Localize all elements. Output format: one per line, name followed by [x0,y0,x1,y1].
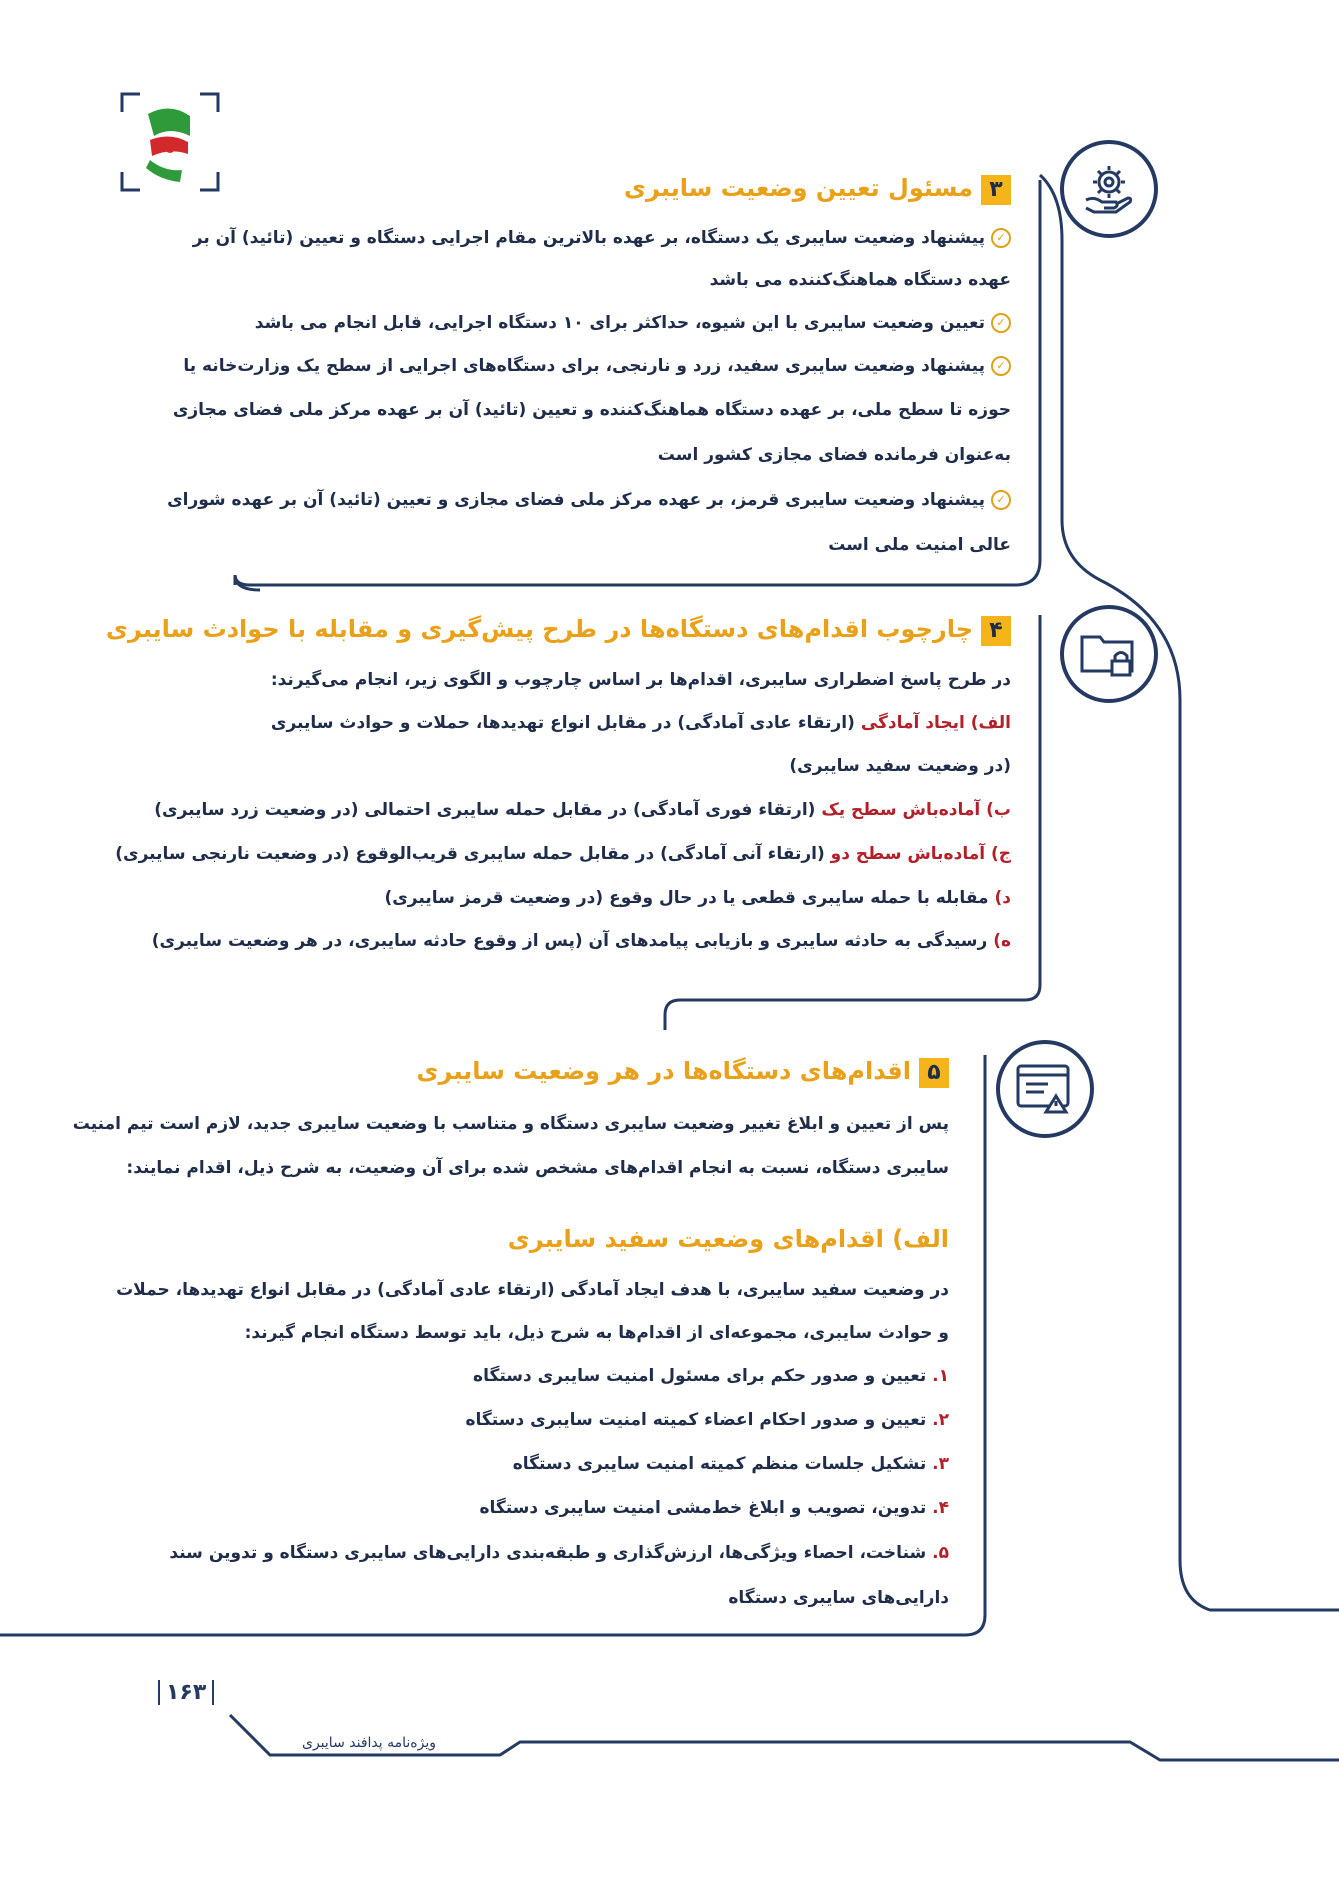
list-item [728,1585,949,1611]
text-line: به‌عنوان فرمانده فضای مجازی کشور است [657,445,1011,465]
section-3 [167,170,1011,570]
text-line: در وضعیت سفید سایبری، با هدف ایجاد آمادگی (ارتقاء عادی آمادگی) در مقابل انواع تهدیدها، حملات [116,1280,949,1300]
text-line: تعیین وضعیت سایبری با این شیوه، حداکثر برای ۱۰ دستگاه اجرایی، قابل انجام می باشد [254,313,985,333]
item-label: ه) [993,931,1011,951]
section-4-heading [106,615,1011,646]
item-text: (ارتقاء آنی آمادگی) در مقابل حمله سایبری قریب‌الوقوع (در وضعیت نارنجی سایبری) [115,844,831,864]
section-4-item [789,753,1011,779]
item-label: د) [994,888,1011,908]
folder-lock-icon-badge [1060,605,1158,703]
section-5-subtitle: الف) اقدام‌های وضعیت سفید سایبری [507,1225,949,1253]
text-line: سایبری دستگاه، نسبت به انجام اقدام‌های مشخص شده برای آن وضعیت، به شرح ذیل، اقدام نمایند: [126,1158,949,1178]
list-number: ۳. [932,1454,949,1474]
section-4-intro: در طرح پاسخ اضطراری سایبری، اقدام‌ها بر اساس چارچوب و الگوی زیر، انجام می‌گیرند: [270,670,1011,690]
list-item [513,1451,949,1477]
item-label: ب) آماده‌باش سطح یک [821,800,1011,820]
section-4-item [384,885,1011,911]
browser-warning-icon-badge [996,1040,1094,1138]
list-number: ۵. [932,1543,949,1563]
list-text: تدوین، تصویب و ابلاغ خط‌مشی امنیت سایبری دستگاه [479,1498,933,1518]
section-5-title: اقدام‌های دستگاه‌ها در هر وضعیت سایبری [416,1057,911,1085]
check-circle-icon: ✓ [991,356,1011,376]
item-label: ج) آماده‌باش سطح دو [830,844,1011,864]
list-number: ۲. [932,1410,949,1430]
page-number: ۱۶۳ [158,1680,214,1705]
gear-hand-icon-badge [1060,140,1158,238]
list-text: دارایی‌های سایبری دستگاه [728,1588,949,1608]
section-3-bullet-2 [255,310,1011,336]
check-circle-icon: ✓ [991,313,1011,333]
section-3-bullet-1 [193,225,1011,251]
section-4-item [115,841,1011,867]
section-3-number: ۳ [981,175,1011,205]
section-5-heading [417,1057,949,1088]
section-3-heading [624,174,1011,205]
text-line: عهده دستگاه هماهنگ‌کننده می باشد [709,270,1011,290]
list-text: تشکیل جلسات منظم کمیته امنیت سایبری دستگاه [512,1454,933,1474]
list-item [169,1540,949,1566]
list-text: تعیین و صدور حکم برای مسئول امنیت سایبری دستگاه [473,1366,933,1386]
list-item [479,1495,949,1521]
item-text: (ارتقاء عادی آمادگی) در مقابل انواع تهدیدها، حملات و حوادث سایبری [270,713,861,733]
section-4-item [271,710,1011,736]
item-label: الف) ایجاد آمادگی [860,713,1011,733]
item-text: مقابله با حمله سایبری قطعی یا در حال وقوع (در وضعیت قرمز سایبری) [384,888,995,908]
list-text: شناخت، احصاء ویژگی‌ها، ارزش‌گذاری و طبقه‌بندی دارایی‌های سایبری دستگاه و تدوین سند [169,1543,933,1563]
list-number: ۱. [932,1366,949,1386]
list-item [466,1407,950,1433]
text-line: پیشنهاد وضعیت سایبری سفید، زرد و نارنجی، برای دستگاه‌های اجرایی از سطح یک وزارت‌خانه یا [183,356,985,376]
section-4-item [152,928,1011,954]
list-item [473,1363,949,1389]
check-circle-icon: ✓ [991,228,1011,248]
section-3-title: مسئول تعیین وضعیت سایبری [624,174,973,202]
text-line: پس از تعیین و ابلاغ تغییر وضعیت سایبری دستگاه و متناسب با وضعیت سایبری جدید، لازم است تیم امنیت [72,1114,949,1134]
section-4-number: ۴ [981,616,1011,646]
item-text: رسیدگی به حادثه سایبری و بازیابی پیامدهای آن (پس از وقوع حادثه سایبری، در هر وضعیت سایبری) [151,931,994,951]
item-text: (ارتقاء فوری آمادگی) در مقابل حمله سایبری احتمالی (در وضعیت زرد سایبری) [154,800,822,820]
footer-title: ویژه‌نامه پدافند سایبری [298,1735,440,1751]
list-number: ۴. [932,1498,949,1518]
section-4 [105,615,1011,975]
item-text: (در وضعیت سفید سایبری) [789,756,1011,776]
browser-warning-icon [1000,1044,1090,1134]
text-line: پیشنهاد وضعیت سایبری یک دستگاه، بر عهده بالاترین مقام اجرایی دستگاه و تعیین (تائید) آن بر [192,228,985,248]
text-line: پیشنهاد وضعیت سایبری قرمز، بر عهده مرکز ملی فضای مجازی و تعیین (تائید) آن بر عهده شورای [167,490,985,510]
text-line: حوزه تا سطح ملی، بر عهده دستگاه هماهنگ‌کننده و تعیین (تائید) آن بر عهده مرکز ملی فضای مجازی [172,400,1011,420]
section-5-number: ۵ [919,1058,949,1088]
list-text: تعیین و صدور احکام اعضاء کمیته امنیت سایبری دستگاه [465,1410,933,1430]
check-circle-icon: ✓ [991,490,1011,510]
section-4-item [154,797,1011,823]
section-4-title: چارچوب اقدام‌های دستگاه‌ها در طرح پیش‌گیری و مقابله با حوادث سایبری [105,615,973,643]
section-5 [72,1055,949,1625]
text-line: و حوادث سایبری، مجموعه‌ای از اقدام‌ها به شرح ذیل، باید توسط دستگاه انجام گیرند: [244,1323,949,1343]
section-3-bullet-3 [183,353,1011,379]
section-3-bullet-4 [167,487,1011,513]
gear-hand-icon [1064,144,1154,234]
text-line: عالی امنیت ملی است [828,535,1011,555]
folder-lock-icon [1064,609,1154,699]
